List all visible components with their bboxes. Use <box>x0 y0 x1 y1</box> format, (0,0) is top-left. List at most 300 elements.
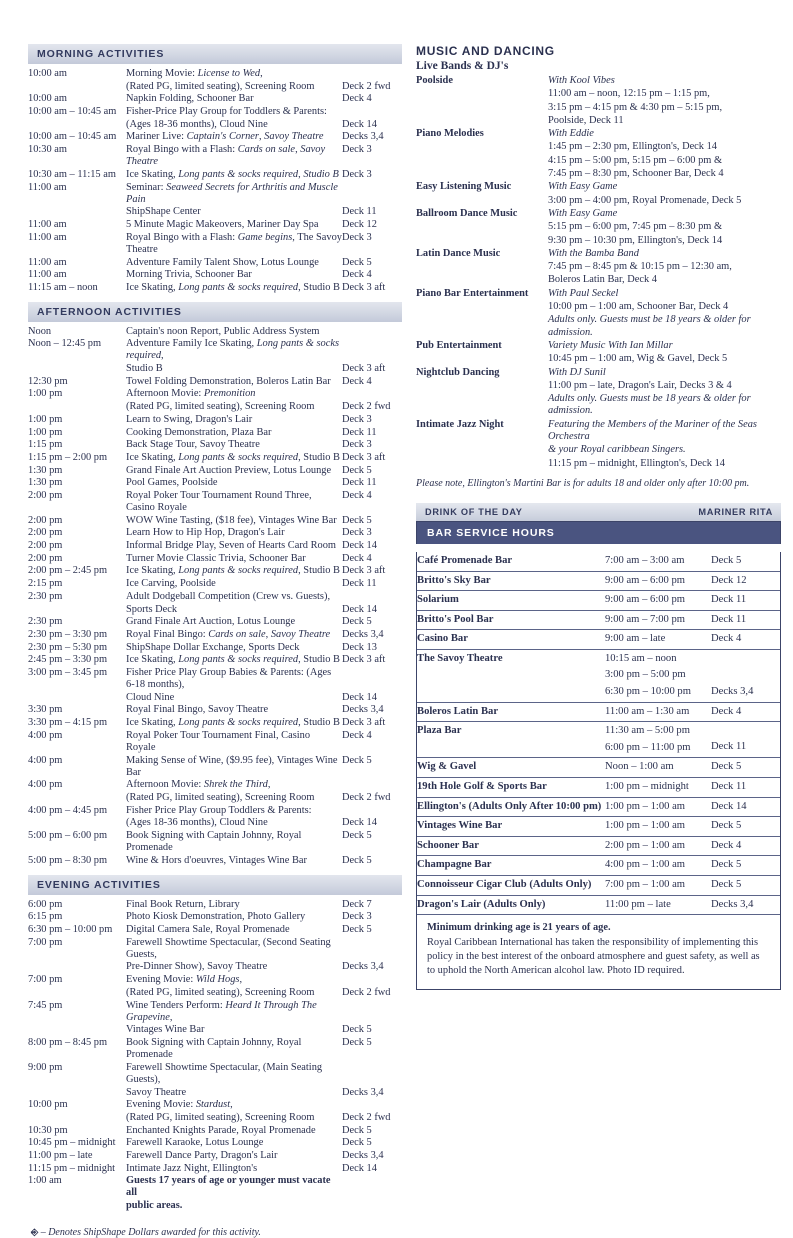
drinking-age-text: Royal Caribbean International has taken the responsibility of implementing this policy in the best interest of the onboard atmosphere and guest safety, as well as to uphold the North American alcohol law. Photo ID required. <box>427 936 760 977</box>
activity-description: Royal Poker Tour Tournament Round Three, Casino Royale <box>126 489 312 514</box>
activity-description: WOW Wine Tasting, ($18 fee), Vintages Wine Bar <box>126 514 337 526</box>
bar-row <box>417 856 780 876</box>
bar-hours-line: 6:30 pm – 10:00 pm <box>605 686 691 698</box>
bar-row <box>417 876 780 896</box>
activity-description: Morning Trivia, Schooner Bar <box>126 269 252 281</box>
activity-time: 10:45 pm – midnight <box>28 1137 116 1149</box>
bar-hours-line: 1:00 pm – 1:00 am <box>605 800 686 812</box>
activity-row <box>28 805 402 818</box>
music-detail: 4:15 pm – 5:00 pm, 5:15 pm – 6:00 pm & <box>548 154 723 166</box>
activity-deck <box>342 326 402 339</box>
music-row <box>416 458 781 471</box>
activity-time: 6:00 pm <box>28 898 63 910</box>
activity-row <box>28 439 402 452</box>
activity-row <box>28 792 402 805</box>
activity-deck: Deck 3 <box>342 911 372 923</box>
activity-description: Cloud Nine <box>126 691 175 703</box>
activity-row <box>28 427 402 440</box>
activity-description: Fisher Price Play Group Toddlers & Parents: <box>126 804 312 816</box>
activity-time: 2:00 pm <box>28 552 63 564</box>
activity-description: Royal Bingo with a Flash: Cards on sale, Savoy Theatre <box>126 144 326 168</box>
music-label <box>416 274 548 287</box>
bar-hours <box>605 817 711 837</box>
drinking-age-heading: Minimum drinking age is 21 years of age. <box>427 922 611 934</box>
activity-deck: Deck 5 <box>342 854 372 866</box>
bar-deck: Deck 11 <box>711 613 747 625</box>
activity-row <box>28 206 402 219</box>
bar-name: Solarium <box>417 594 459 606</box>
music-row <box>416 195 781 208</box>
bar-name: Vintages Wine Bar <box>417 820 503 832</box>
drink-of-the-day-banner <box>416 503 781 521</box>
activity-time <box>28 817 126 830</box>
bar-row <box>417 895 780 915</box>
music-detail: 7:45 pm – 8:45 pm & 10:15 pm – 12:30 am, <box>548 261 732 273</box>
activity-description: (Rated PG, limited seating), Screening Room <box>126 792 315 804</box>
activity-time <box>28 206 126 219</box>
bar-deck: Deck 4 <box>711 633 742 645</box>
activity-deck <box>342 338 402 363</box>
music-detail: Adults only. Guests must be 18 years & older for admission. <box>548 314 751 338</box>
activity-row <box>28 477 402 490</box>
activity-description: ShipShape Dollar Exchange, Sports Deck <box>126 641 300 653</box>
music-label <box>416 195 548 208</box>
bar-name: Ellington's (Adults Only After 10:00 pm) <box>417 800 602 812</box>
activity-description: Final Book Return, Library <box>126 898 240 910</box>
activity-deck: Deck 4 <box>342 375 372 387</box>
activity-row <box>28 642 402 655</box>
activity-row <box>28 654 402 667</box>
activity-time: 1:30 pm <box>28 464 63 476</box>
activity-time: 10:00 am <box>28 68 67 79</box>
activity-time <box>28 1024 126 1037</box>
activity-time <box>28 363 126 376</box>
music-and-bars-column <box>416 44 781 1010</box>
music-row <box>416 88 781 101</box>
activity-deck: Decks 3,4 <box>342 1086 384 1098</box>
activity-description: Ice Skating, Long pants & socks required, Studio B <box>126 168 339 180</box>
drinking-age-policy <box>417 915 780 989</box>
bar-deck: Deck 12 <box>711 574 747 586</box>
bar-hours-line: 2:00 pm – 1:00 am <box>605 839 686 851</box>
activity-time: 10:00 am <box>28 93 67 105</box>
bar-row <box>417 591 780 611</box>
bar-row <box>417 817 780 837</box>
music-row <box>416 288 781 301</box>
bar-hours-line: 7:00 am – 3:00 am <box>605 554 685 566</box>
activity-deck <box>342 974 402 987</box>
bar-name: Boleros Latin Bar <box>417 705 499 717</box>
bar-hours-line: 9:00 am – 6:00 pm <box>605 594 686 606</box>
activity-section-header: EVENING ACTIVITIES <box>28 875 402 895</box>
activity-deck: Deck 14 <box>342 603 377 615</box>
activity-row <box>28 363 402 376</box>
shipshape-footnote <box>28 1227 402 1238</box>
music-row <box>416 393 781 419</box>
music-label <box>416 168 548 181</box>
music-label <box>416 141 548 154</box>
bar-deck: Deck 11 <box>711 741 747 753</box>
bar-hours-line: 7:00 pm – 1:00 am <box>605 879 686 890</box>
activity-row <box>28 911 402 924</box>
activity-deck: Deck 4 <box>342 489 372 501</box>
bar-deck: Deck 11 <box>711 781 747 793</box>
activity-description: Book Signing with Captain Johnny, Royal Promenade <box>126 830 302 854</box>
activity-time: 7:00 pm <box>28 974 63 986</box>
shipshape-dollar-icon: ⎆ <box>31 1226 39 1237</box>
activity-row <box>28 1099 402 1112</box>
activity-description: Morning Movie: License to Wed, <box>126 68 263 79</box>
activity-time: 5:00 pm – 6:00 pm <box>28 830 108 842</box>
music-label <box>416 115 548 128</box>
activity-description: Ice Skating, Long pants & socks required, Studio B <box>126 451 340 463</box>
activity-deck: Deck 14 <box>342 1162 377 1174</box>
bar-deck: Deck 4 <box>711 705 742 717</box>
bar-hours-line: Noon – 1:00 am <box>605 761 674 773</box>
activity-deck: Deck 14 <box>342 118 377 130</box>
bar-name: Connoisseur Cigar Club (Adults Only) <box>417 879 592 890</box>
activity-deck <box>342 182 402 207</box>
activity-time: 1:00 pm <box>28 426 63 438</box>
bar-hours <box>605 571 711 591</box>
activity-row <box>28 987 402 1000</box>
activity-row <box>28 604 402 617</box>
activity-time: 6:15 pm <box>28 911 63 923</box>
music-detail: 11:00 pm – late, Dragon's Lair, Decks 3 & 4 <box>548 379 732 391</box>
activity-time: 11:15 am – noon <box>28 281 98 293</box>
activity-time: 8:00 pm – 8:45 pm <box>28 1036 108 1048</box>
activity-description: Adventure Family Talent Show, Lotus Lounge <box>126 256 319 268</box>
activity-description: Royal Poker Tour Tournament Final, Casino Royale <box>126 729 311 753</box>
activity-row <box>28 68 402 81</box>
bar-hours-line: 11:30 am – 5:00 pm <box>605 725 690 737</box>
activity-row <box>28 219 402 232</box>
activity-row <box>28 1200 402 1213</box>
activity-deck: Deck 3 <box>342 144 372 156</box>
music-label: Nightclub Dancing <box>416 366 500 378</box>
activity-time: 4:00 pm <box>28 729 63 741</box>
activity-description: public areas. <box>126 1200 183 1212</box>
music-row <box>416 181 781 194</box>
activity-deck: Deck 3 <box>342 439 372 451</box>
activity-deck: Deck 3 aft <box>342 451 386 463</box>
music-label <box>416 261 548 274</box>
activity-row <box>28 106 402 119</box>
activity-deck: Deck 3 aft <box>342 565 386 577</box>
activity-row <box>28 755 402 780</box>
music-detail: With Easy Game <box>548 181 618 193</box>
activity-description: Grand Finale Art Auction Preview, Lotus Lounge <box>126 464 332 476</box>
activity-description: Seminar: Seaweed Secrets for Arthritis and Muscle Pain <box>126 181 338 205</box>
activity-time <box>28 604 126 617</box>
music-label <box>416 88 548 101</box>
activity-description: Farewell Dance Party, Dragon's Lair <box>126 1149 278 1161</box>
activity-time: 2:00 pm <box>28 540 63 552</box>
music-label: Intimate Jazz Night <box>416 418 504 430</box>
activity-deck: Deck 5 <box>342 464 372 476</box>
music-label <box>416 393 548 419</box>
activity-row <box>28 414 402 427</box>
activity-deck: Deck 5 <box>342 1124 372 1136</box>
activity-description: Learn How to Hip Hop, Dragon's Lair <box>126 527 285 539</box>
music-row <box>416 168 781 181</box>
activity-description: Making Sense of Wine, ($9.95 fee), Vintages Wine Bar <box>126 754 338 778</box>
bar-name: Dragon's Lair (Adults Only) <box>417 898 546 910</box>
activity-time: 11:00 am <box>28 219 67 231</box>
bar-hours <box>605 591 711 611</box>
activity-description: Evening Movie: Stardust, <box>126 1099 233 1111</box>
activity-time: 2:00 pm <box>28 527 63 539</box>
music-row <box>416 380 781 393</box>
bar-row <box>417 571 780 591</box>
activity-description: Royal Final Bingo: Cards on sale, Savoy Theatre <box>126 628 331 640</box>
bar-hours <box>605 758 711 778</box>
activity-description: Book Signing with Captain Johnny, Royal Promenade <box>126 1036 302 1061</box>
bar-deck: Deck 5 <box>711 879 742 890</box>
bar-hours <box>605 630 711 650</box>
music-detail: With Kool Vibes <box>548 75 615 86</box>
activity-row <box>28 1175 402 1200</box>
drink-of-the-day-label: DRINK OF THE DAY <box>425 506 523 517</box>
activity-row <box>28 81 402 94</box>
activity-time: 1:15 pm <box>28 439 63 451</box>
bar-hours-line: 9:00 am – 7:00 pm <box>605 613 686 625</box>
activity-description: Vintages Wine Bar <box>126 1024 205 1036</box>
bar-hours <box>605 856 711 876</box>
activity-row <box>28 452 402 465</box>
music-detail: 3:15 pm – 4:15 pm & 4:30 pm – 5:15 pm, <box>548 101 723 113</box>
activity-time: 1:00 am <box>28 1175 62 1187</box>
bar-hours-line: 9:00 am – 6:00 pm <box>605 574 686 586</box>
activity-row <box>28 401 402 414</box>
bar-deck: Deck 5 <box>711 820 742 832</box>
activity-row <box>28 388 402 401</box>
activity-deck: Deck 4 <box>342 93 372 105</box>
activity-time: 11:00 am <box>28 256 67 268</box>
music-row <box>416 314 781 340</box>
music-detail: With Paul Seckel <box>548 287 619 299</box>
activity-table <box>28 326 402 868</box>
activity-time: Noon – 12:45 pm <box>28 338 102 350</box>
activity-row <box>28 704 402 717</box>
activity-row <box>28 924 402 937</box>
activity-description: Ice Skating, Long pants & socks required, Studio B <box>126 717 340 729</box>
activity-deck: Deck 3 <box>342 527 372 539</box>
activity-time: 1:15 pm – 2:00 pm <box>28 451 108 463</box>
music-detail: 1:45 pm – 2:30 pm, Ellington's, Deck 14 <box>548 141 717 153</box>
activity-deck: Deck 5 <box>342 1036 372 1048</box>
drink-of-the-day-value: MARINER RITA <box>698 506 773 517</box>
activity-description: Ice Skating, Long pants & socks required, Studio B <box>126 565 340 577</box>
music-detail: 5:15 pm – 6:00 pm, 7:45 pm – 8:30 pm & <box>548 221 723 233</box>
bar-name: Britto's Pool Bar <box>417 613 494 625</box>
music-row <box>416 419 781 445</box>
bar-service-hours-box <box>416 552 781 990</box>
activity-row <box>28 1163 402 1176</box>
activity-description: Adult Dodgeball Competition (Crew vs. Guests), <box>126 590 331 602</box>
activity-time: 1:00 pm <box>28 413 63 425</box>
music-and-dancing-title: MUSIC AND DANCING <box>416 44 555 58</box>
activity-deck <box>342 667 402 692</box>
bar-row <box>417 552 780 571</box>
activity-time: 3:30 pm – 4:15 pm <box>28 717 108 729</box>
music-label: Pub Entertainment <box>416 339 502 351</box>
activity-time: 7:45 pm <box>28 999 63 1011</box>
bar-hours <box>605 797 711 817</box>
activity-deck <box>342 1200 402 1213</box>
activity-time: 10:00 pm <box>28 1099 68 1111</box>
activity-time <box>28 792 126 805</box>
activity-row <box>28 1087 402 1100</box>
ellingtons-note: Please note, Ellington's Martini Bar is for adults 18 and older only after 10:00 pm. <box>416 477 750 489</box>
activity-deck: Deck 5 <box>342 256 372 268</box>
activity-description: Turner Movie Classic Trivia, Schooner Bar <box>126 552 306 564</box>
music-schedule-table <box>416 75 781 471</box>
activity-time: 10:30 am <box>28 144 67 156</box>
music-label <box>416 155 548 168</box>
activity-description: Fisher-Price Play Group for Toddlers & Parents: <box>126 106 327 118</box>
activity-time: 2:30 pm <box>28 590 63 602</box>
activity-description: Ice Carving, Poolside <box>126 578 216 590</box>
activity-section-header: AFTERNOON ACTIVITIES <box>28 302 402 322</box>
activity-description: Savoy Theatre <box>126 1086 187 1098</box>
activity-time: 11:00 am <box>28 231 67 243</box>
activity-row <box>28 119 402 132</box>
music-label: Piano Melodies <box>416 128 484 140</box>
activity-description: Grand Finale Art Auction, Lotus Lounge <box>126 616 296 628</box>
music-detail: 10:00 pm – 1:00 am, Schooner Bar, Deck 4 <box>548 301 729 313</box>
activity-row <box>28 1024 402 1037</box>
activity-description: Back Stage Tour, Savoy Theatre <box>126 439 260 451</box>
bar-name: Café Promenade Bar <box>417 554 513 566</box>
activity-row <box>28 465 402 478</box>
music-row <box>416 367 781 380</box>
music-detail: 9:30 pm – 10:30 pm, Ellington's, Deck 14 <box>548 234 723 246</box>
activity-row <box>28 169 402 182</box>
music-label <box>416 235 548 248</box>
activity-row <box>28 553 402 566</box>
activity-row <box>28 692 402 705</box>
activity-sections <box>28 44 402 1213</box>
music-label <box>416 301 548 314</box>
activity-deck: Deck 11 <box>342 426 377 438</box>
activity-time: 11:15 pm – midnight <box>28 1162 116 1174</box>
shipshape-footnote-text: – Denotes ShipShape Dollars awarded for this activity. <box>40 1226 261 1238</box>
activity-row <box>28 144 402 169</box>
bar-deck: Decks 3,4 <box>711 685 754 697</box>
music-row <box>416 75 781 88</box>
music-row <box>416 102 781 115</box>
bar-name: Champagne Bar <box>417 859 492 871</box>
activity-deck <box>342 591 402 604</box>
activity-time: 4:00 pm <box>28 754 63 766</box>
activity-time: 12:30 pm <box>28 375 68 387</box>
activity-table <box>28 68 402 295</box>
bar-hours-line: 4:00 pm – 1:00 am <box>605 859 686 871</box>
activity-deck <box>342 779 402 792</box>
activity-row <box>28 1137 402 1150</box>
activity-time: 2:15 pm <box>28 578 63 590</box>
activity-row <box>28 376 402 389</box>
activity-row <box>28 257 402 270</box>
activity-description: Ice Skating, Long pants & socks required, Studio B <box>126 281 340 293</box>
activity-description: Royal Final Bingo, Savoy Theatre <box>126 704 269 716</box>
activity-time: 11:00 am <box>28 181 67 193</box>
activity-deck: Deck 3 aft <box>342 654 386 666</box>
activity-description: Afternoon Movie: Shrek the Third, <box>126 779 271 791</box>
music-label: Ballroom Dance Music <box>416 207 518 219</box>
activity-time: 4:00 pm <box>28 779 63 791</box>
music-detail: Adults only. Guests must be 18 years & older for admission. <box>548 393 751 417</box>
music-row <box>416 353 781 366</box>
activity-time <box>28 81 126 94</box>
activity-deck: Deck 2 fwd <box>342 986 391 998</box>
activity-time: 1:00 pm <box>28 388 63 400</box>
activity-deck: Deck 4 <box>342 552 372 564</box>
activity-deck: Deck 14 <box>342 691 377 703</box>
activity-row <box>28 578 402 591</box>
activity-deck: Deck 7 <box>342 898 372 910</box>
activity-deck: Deck 5 <box>342 1137 372 1149</box>
activity-description: 5 Minute Magic Makeovers, Mariner Day Spa <box>126 219 319 231</box>
activity-time: 2:00 pm – 2:45 pm <box>28 565 108 577</box>
activity-row <box>28 1037 402 1062</box>
bar-name: The Savoy Theatre <box>417 652 503 664</box>
activity-description: (Rated PG, limited seating), Screening Room <box>126 401 315 413</box>
activity-deck: Deck 2 fwd <box>342 80 391 92</box>
live-bands-subtitle: Live Bands & DJ's <box>416 60 509 72</box>
activity-time: 2:30 pm – 3:30 pm <box>28 628 108 640</box>
bar-row <box>417 778 780 798</box>
activity-deck <box>342 106 402 119</box>
activity-deck: Deck 3 aft <box>342 717 386 729</box>
activity-description: (Rated PG, limited seating), Screening Room <box>126 986 315 998</box>
activity-row <box>28 830 402 855</box>
music-row <box>416 141 781 154</box>
music-row <box>416 221 781 234</box>
music-row <box>416 128 781 141</box>
bar-hours <box>605 722 711 758</box>
activity-description: Studio B <box>126 363 163 375</box>
activity-deck: Deck 5 <box>342 616 372 628</box>
bar-deck: Decks 3,4 <box>711 898 754 910</box>
bar-name: Schooner Bar <box>417 839 479 851</box>
bar-deck: Deck 5 <box>711 859 742 871</box>
music-label <box>416 314 548 340</box>
music-row <box>416 208 781 221</box>
activity-deck: Deck 12 <box>342 219 377 231</box>
activity-deck: Deck 3 <box>342 168 372 180</box>
activity-time <box>28 1087 126 1100</box>
activity-row <box>28 338 402 363</box>
activity-description: Afternoon Movie: Premonition <box>126 388 256 400</box>
activity-time: 2:00 pm <box>28 514 63 526</box>
bar-hours <box>605 649 711 702</box>
music-label: Piano Bar Entertainment <box>416 287 529 299</box>
music-detail: With DJ Sunil <box>548 366 606 378</box>
activity-description: Intimate Jazz Night, Ellington's <box>126 1162 258 1174</box>
activity-row <box>28 616 402 629</box>
bar-row <box>417 610 780 630</box>
music-detail: With Eddie <box>548 128 594 140</box>
bar-service-hours-table <box>417 552 780 915</box>
music-label <box>416 380 548 393</box>
activity-deck: Deck 5 <box>342 923 372 935</box>
activity-row <box>28 527 402 540</box>
activity-deck: Deck 5 <box>342 830 372 842</box>
bar-row <box>417 797 780 817</box>
activity-row <box>28 961 402 974</box>
